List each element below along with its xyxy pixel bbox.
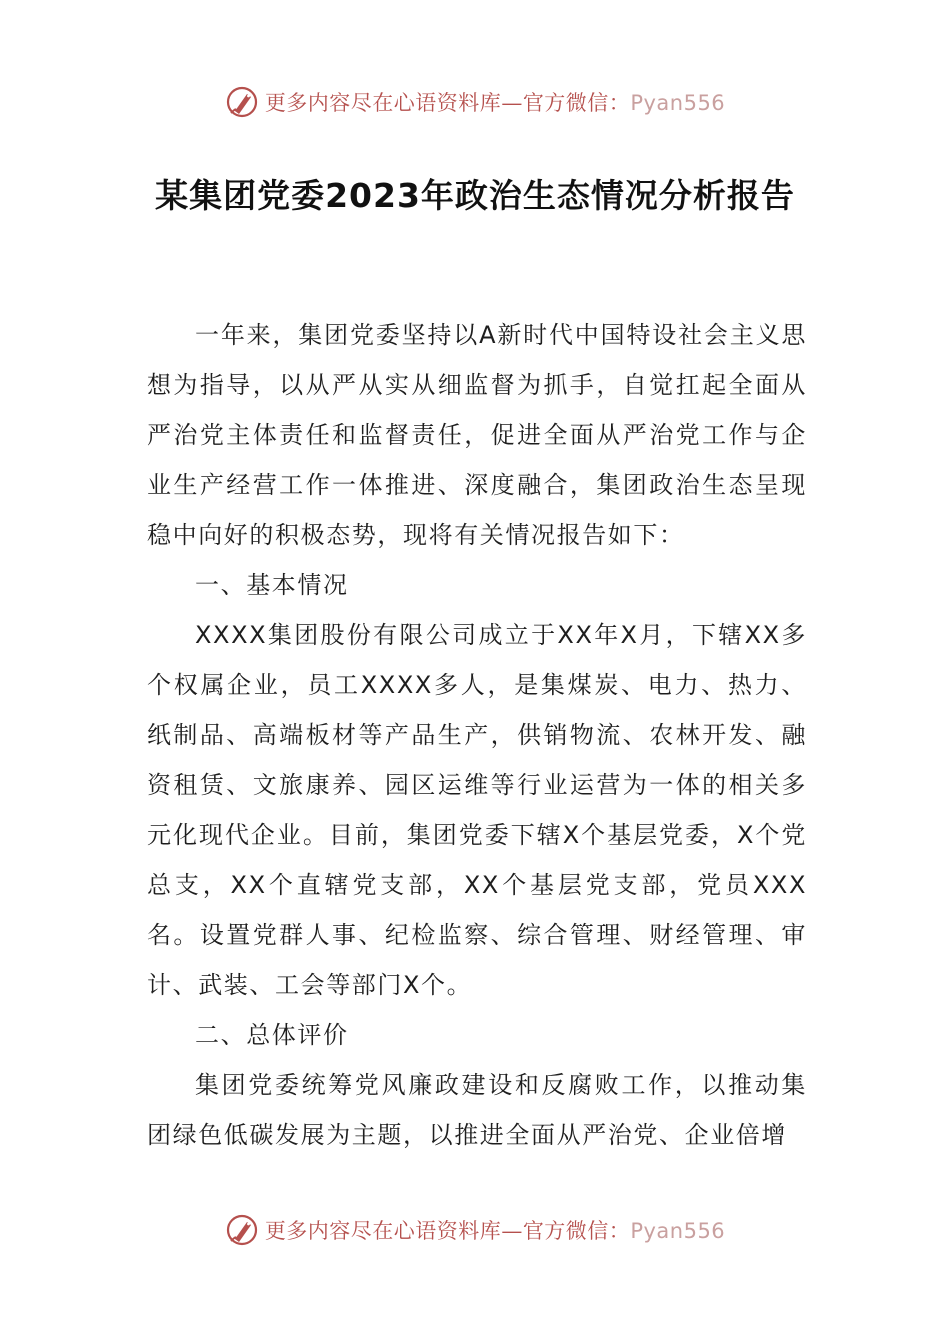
paragraph-basic-info: XXXX集团股份有限公司成立于XX年X月，下辖XX多个权属企业，员工XXXX多人，是集煤炭、电力、热力、纸制品、高端板材等产品生产，供销物流、农林开发、融资租赁、文旅康养、园区运维等行业运营为一体的相关多元化现代企业。目前，集团党委下辖X个基层党委，X个党总支，XX个直辖党支部，XX个基层党支部，党员XXX名。设置党群人事、纪检监察、综合管理、财经管理、审计、武装、工会等部门X个。 [147,621,807,999]
watermark-text: 更多内容尽在心语资料库—官方微信：Pyan556 [264,1219,726,1243]
watermark-footer [0,1210,950,1250]
pen-nib-logo-icon [225,1213,259,1247]
watermark-text: 更多内容尽在心语资料库—官方微信：Pyan556 [264,91,726,115]
section-heading-evaluation: 二、总体评价 [195,1021,349,1049]
watermark-header [0,82,950,122]
paragraph-intro: 一年来，集团党委坚持以A新时代中国特设社会主义思想为指导，以从严从实从细监督为抓手，自觉扛起全面从严治党主体责任和监督责任，促进全面从严治党工作与企业生产经营工作一体推进、深度融合，集团政治生态呈现稳中向好的积极态势，现将有关情况报告如下： [147,321,807,549]
document-body [147,310,807,1160]
wechat-id: Pyan556 [630,1219,726,1243]
document-title: 某集团党委2023年政治生态情况分析报告 [155,176,795,215]
paragraph-evaluation: 集团党委统筹党风廉政建设和反腐败工作，以推动集团绿色低碳发展为主题，以推进全面从严治党、企业倍增 [147,1071,807,1149]
pen-nib-logo-icon [225,85,259,119]
wechat-id: Pyan556 [630,91,726,115]
section-heading-basic: 一、基本情况 [195,571,349,599]
